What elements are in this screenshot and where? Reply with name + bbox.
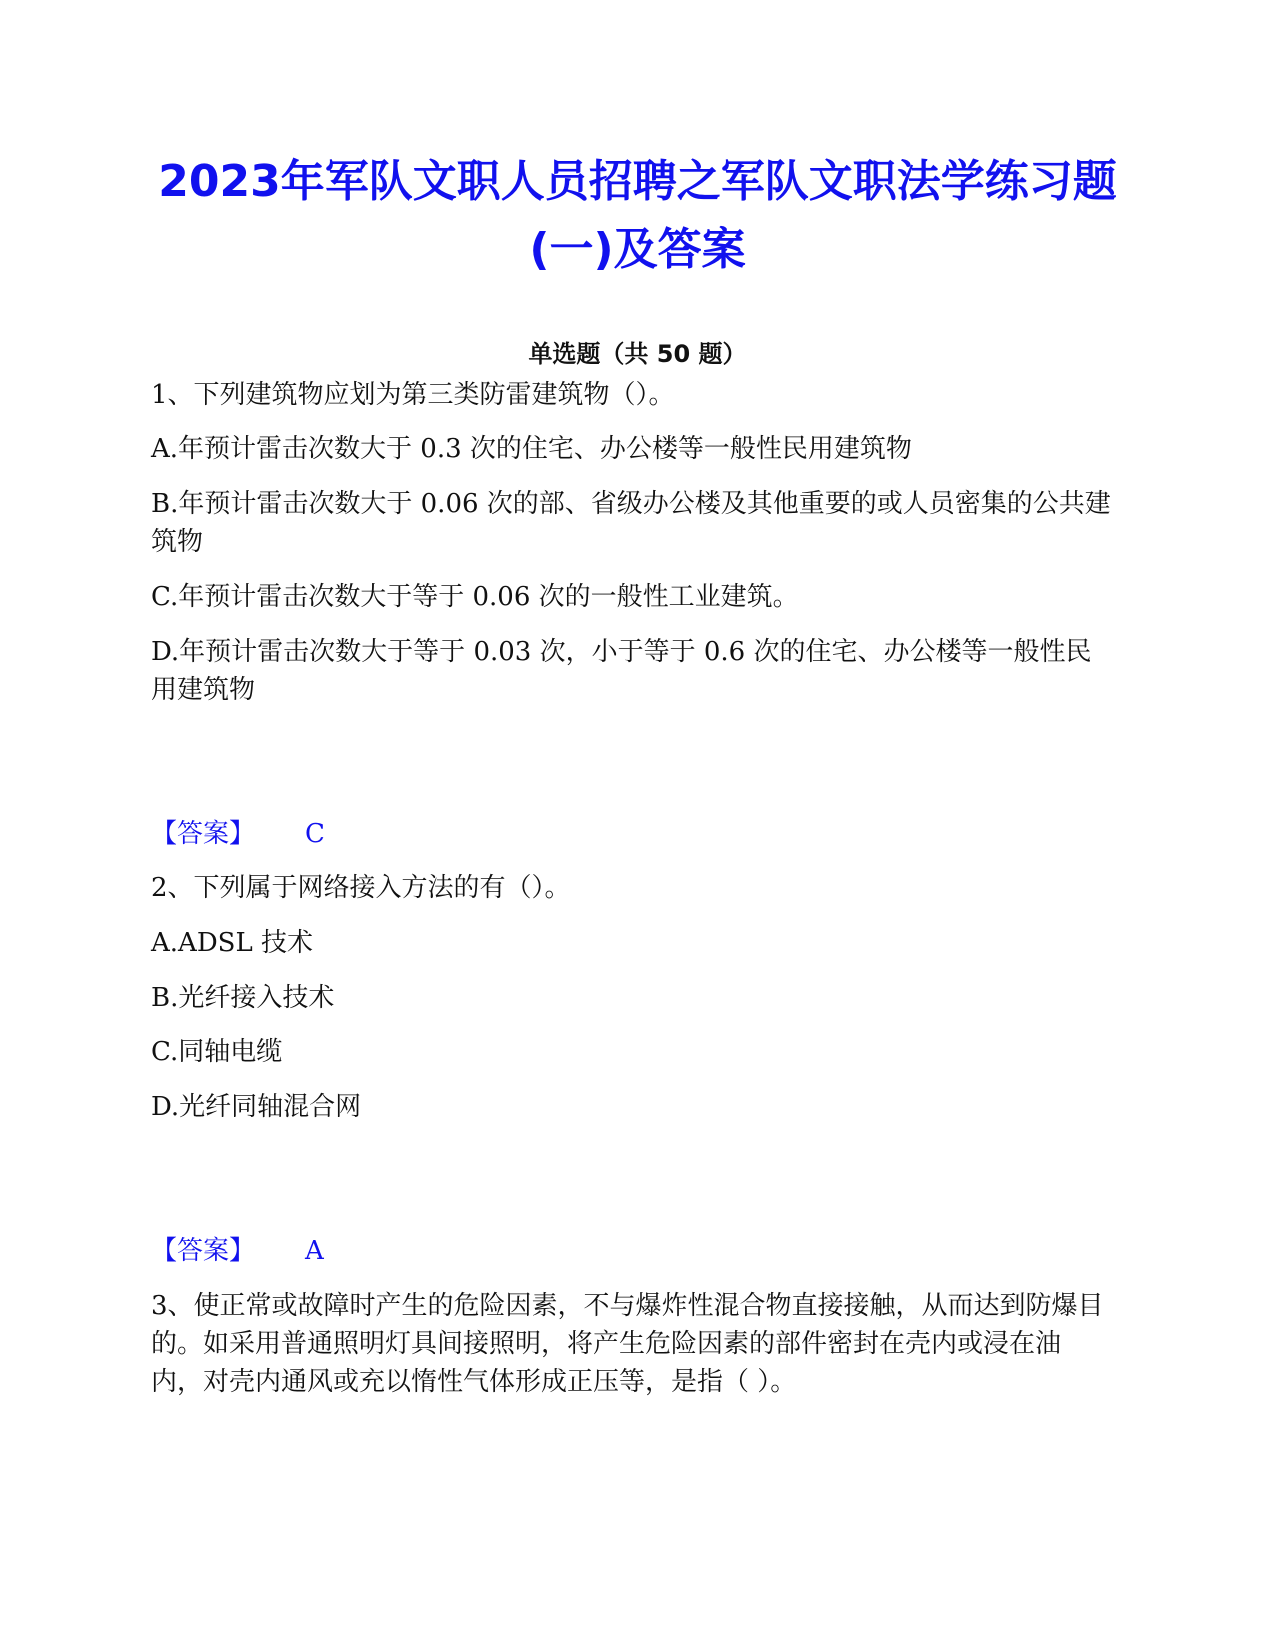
answer-value: C	[305, 819, 325, 849]
answer-label: 【答案】	[151, 1236, 256, 1266]
question-option: D.光纤同轴混合网	[151, 1092, 362, 1122]
question-option: C.年预计雷击次数大于等于 0.06 次的一般性工业建筑。	[151, 582, 799, 612]
question-stem: 3、使正常或故障时产生的危险因素，不与爆炸性混合物直接接触，从而达到防爆目的。如采用普通照明灯具间接照明，将产生危险因素的部件密封在壳内或浸在油内，对壳内通风或充以惰性气体形成正压等，是指（ ）。	[151, 1291, 1104, 1397]
question-option: A.ADSL 技术	[151, 928, 314, 958]
question-stem: 2、下列属于网络接入方法的有（）。	[151, 873, 571, 903]
question-option: B.年预计雷击次数大于 0.06 次的部、省级办公楼及其他重要的或人员密集的公共建筑物	[151, 489, 1111, 557]
question-option: C.同轴电缆	[151, 1037, 283, 1067]
answer-line	[151, 1232, 324, 1270]
question-option: A.年预计雷击次数大于 0.3 次的住宅、办公楼等一般性民用建筑物	[151, 434, 912, 464]
answer-line	[151, 815, 325, 853]
question-option: B.光纤接入技术	[151, 983, 335, 1013]
answer-value: A	[305, 1236, 324, 1266]
question-option: D.年预计雷击次数大于等于 0.03 次，小于等于 0.6 次的住宅、办公楼等一般性民用建筑物	[151, 637, 1092, 705]
question-stem: 1、下列建筑物应划为第三类防雷建筑物（）。	[151, 380, 675, 410]
document-title: 2023年军队文职人员招聘之军队文职法学练习题(一)及答案	[158, 156, 1117, 275]
section-heading: 单选题（共 50 题）	[528, 340, 747, 368]
answer-label: 【答案】	[151, 819, 256, 849]
